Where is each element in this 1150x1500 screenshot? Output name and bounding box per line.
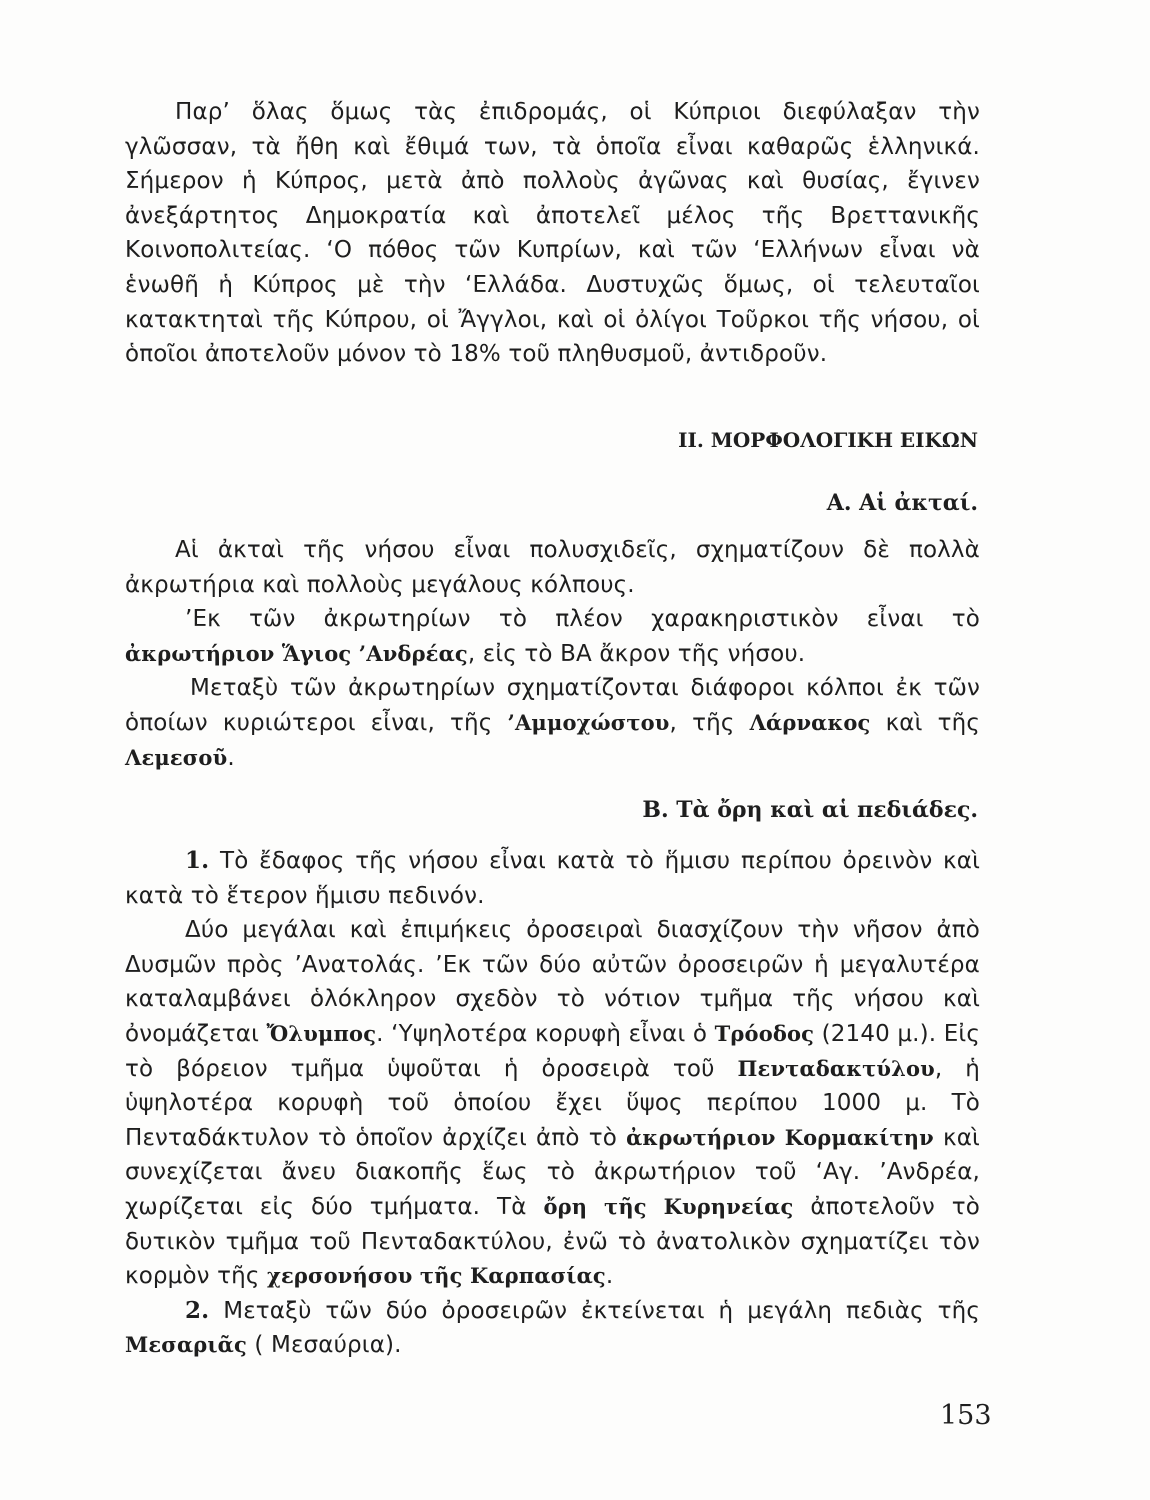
gulf-lemesos: Λεμεσοῦ xyxy=(125,744,228,770)
mountains-paragraph-2-text-a: Δύο μεγάλαι καὶ ἐπιμήκεις ὀροσειραὶ διασχίζουν τὴν νῆσον ἀπὸ Δυσμῶν πρὸς ’Ανατολάς. ’Εκ τῶν δύο αὐτῶν ὀροσειρῶν ἡ μεγαλυτέρα καταλαμβάνει ὁλόκληρον σχεδὸν τὸ νότιον τμῆμα τῆς νήσου καὶ ὀνομάζεται xyxy=(125,917,980,1047)
coasts-paragraph-3 xyxy=(125,671,980,775)
coasts-paragraph-2-text: ’Εκ τῶν ἀκρωτηρίων τὸ πλέον χαρακηριστικὸν εἶναι τὸ xyxy=(185,606,980,633)
mountains-paragraph-1-text: Τὸ ἔδαφος τῆς νήσου εἶναι κατὰ τὸ ἥμισυ περίπου ὀρεινὸν καὶ κατὰ τὸ ἕτερον ἥμισυ πεδινόν. xyxy=(125,848,980,909)
range-olympos: Ὄλυμπος xyxy=(266,1020,377,1046)
mountains-section xyxy=(125,844,980,1363)
coasts-paragraph-2 xyxy=(125,602,980,671)
peak-troodos: Τρόοδος xyxy=(714,1020,815,1046)
mountains-paragraph-2-text-k: ἀποτελοῦν τὸ δυτικὸν τμῆμα τοῦ Πενταδακτύλου, ἐνῶ τὸ ἀνατολικὸν σχηματίζει τὸν κορμὸν τῆς xyxy=(125,1193,980,1290)
mountains-paragraph-2-text-c: . ‘Υψηλοτέρα κορυφὴ εἶναι ὁ xyxy=(376,1020,715,1047)
peninsula-karpasia: χερσονήσου τῆς Καρπασίας xyxy=(266,1263,606,1289)
section-heading-morphology: II. ΜΟΡΦΟΛΟΓΙΚΗ ΕΙΚΩΝ xyxy=(678,428,978,452)
subsection-heading-mountains-plains: Β. Τὰ ὄρη καὶ αἱ πεδιάδες. xyxy=(642,797,978,823)
coasts-paragraph-3-and: καὶ τῆς xyxy=(870,709,980,736)
mountains-paragraph-3-text: Μεταξὺ τῶν δύο ὀροσειρῶν ἐκτείνεται ἡ μεγάλη πεδιὰς τῆς xyxy=(209,1297,980,1324)
plain-mesaria: Μεσαριᾶς xyxy=(125,1332,247,1358)
range-pentadaktylos: Πενταδακτύλου xyxy=(737,1055,935,1081)
mountains-paragraph-3 xyxy=(125,1294,980,1363)
mountains-paragraph-3-end: ( Μεσαύρια). xyxy=(246,1332,402,1359)
mountains-paragraph-2-text-g: , ἡ ὑψηλοτέρα κορυφὴ τοῦ ὁποίου ἔχει ὕψος περίπου 1000 μ. Τὸ Πενταδάκτυλον τὸ ὁποῖον ἀρχίζει ἀπὸ τὸ xyxy=(125,1055,981,1151)
mountains-kyrenia: ὄρη τῆς Κυρηνείας xyxy=(543,1193,794,1219)
coasts-paragraph-1: Αἱ ἀκταὶ τῆς νήσου εἶναι πολυσχιδεῖς, σχηματίζουν δὲ πολλὰ ἀκρωτήρια καὶ πολλοὺς μεγάλους κόλπους. xyxy=(125,537,980,598)
gulf-ammochostos: ’Αμμοχώστου xyxy=(507,709,670,735)
mountains-paragraph-2-text-e: (2140 μ.). Εἰς τὸ βόρειον τμῆμα ὑψοῦται ἡ ὀροσειρὰ τοῦ xyxy=(125,1020,981,1082)
intro-section xyxy=(125,95,980,372)
mountains-paragraph-1 xyxy=(125,844,980,913)
cape-kormakitis: ἀκρωτήριον Κορμακίτην xyxy=(626,1124,934,1150)
item-number-2: 2. xyxy=(185,1296,210,1324)
subsection-heading-coasts: Α. Αἱ ἀκταί. xyxy=(826,490,978,516)
page-number: 153 xyxy=(940,1400,992,1431)
mountains-paragraph-2-text-i: καὶ συνεχίζεται ἄνευ διακοπῆς ἕως τὸ ἀκρωτήριον τοῦ ‘Αγ. ’Ανδρέα, χωρίζεται εἰς δύο τμήματα. Τὰ xyxy=(125,1124,980,1220)
coasts-section xyxy=(125,533,980,775)
coasts-paragraph-2-end: , εἰς τὸ ΒΑ ἄκρον τῆς νήσου. xyxy=(467,640,806,667)
item-number-1: 1. xyxy=(185,847,210,874)
coasts-paragraph-3-text: Μεταξὺ τῶν ἀκρωτηρίων σχηματίζονται διάφοροι κόλποι ἐκ τῶν ὁποίων κυριώτεροι εἶναι, τῆς xyxy=(125,675,980,736)
cape-agios-andreas: ἀκρωτήριον Ἅγιος ’Ανδρέας xyxy=(125,640,468,666)
mountains-paragraph-2 xyxy=(125,913,980,1294)
intro-paragraph: Παρ’ ὅλας ὅμως τὰς ἐπιδρομάς, οἱ Κύπριοι διεφύλαξαν τὴν γλῶσσαν, τὰ ἤθη καὶ ἔθιμά των, τὰ ὁποῖα εἶναι καθαρῶς ἑλληνικά. Σήμερον ἡ Κύπρος, μετὰ ἀπὸ πολλοὺς ἀγῶνας καὶ θυσίας, ἔγινεν ἀνεξάρτητος Δημοκρατία καὶ ἀποτελεῖ μέλος τῆς Βρεττανικῆς Κοινοπολιτείας. ‘Ο πόθος τῶν Κυπρίων, καὶ τῶν ‘Ελλήνων εἶναι νὰ ἑνωθῆ ἡ Κύπρος μὲ τὴν ‘Ελλάδα. Δυστυχῶς ὅμως, οἱ τελευταῖοι κατακτηταὶ τῆς Κύπρου, οἱ Ἄγγλοι, καὶ οἱ ὀλίγοι Τοῦρκοι τῆς νήσου, οἱ ὁποῖοι ἀποτελοῦν μόνον τὸ 18% τοῦ πληθυσμοῦ, ἀντιδροῦν. xyxy=(125,99,980,368)
coasts-paragraph-3-sep: , τῆς xyxy=(669,709,750,736)
coasts-paragraph-3-end: . xyxy=(227,744,235,771)
gulf-larnaka: Λάρνακος xyxy=(749,709,871,735)
mountains-paragraph-2-end: . xyxy=(605,1263,614,1290)
